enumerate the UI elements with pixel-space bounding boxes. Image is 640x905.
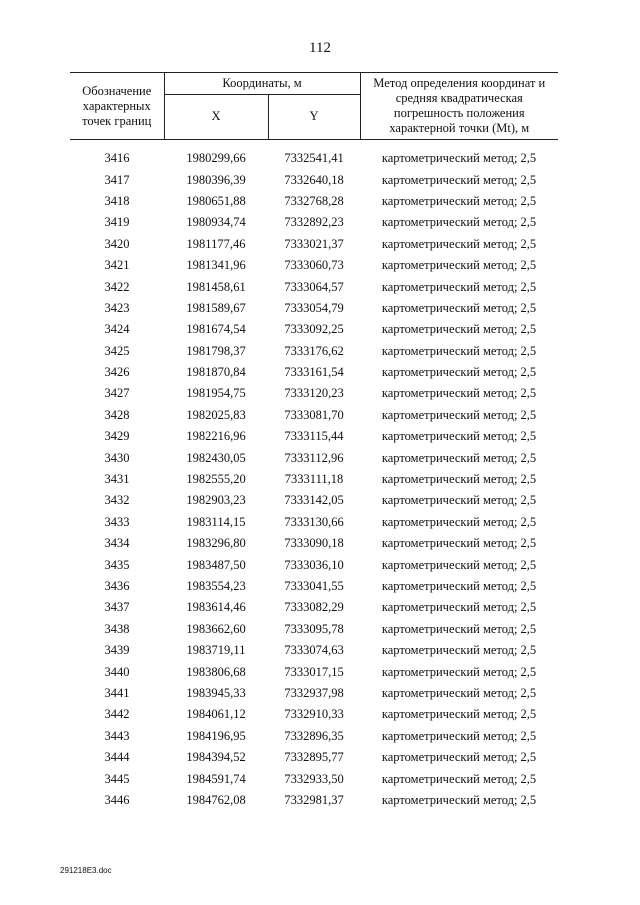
y-coord-cell: 7332895,77 — [284, 750, 344, 765]
table-row — [70, 747, 558, 768]
y-coord-cell: 7333082,29 — [284, 600, 344, 615]
point-id-cell: 3441 — [104, 685, 130, 700]
y-coord-cell: 7333074,63 — [284, 643, 344, 658]
point-id-cell: 3423 — [104, 300, 130, 315]
point-id-cell: 3442 — [104, 707, 130, 722]
method-cell: картометрический метод; 2,5 — [381, 771, 537, 786]
x-coord-cell: 1983719,11 — [186, 643, 246, 658]
y-coord-cell: 7332892,23 — [284, 215, 344, 230]
method-cell: картометрический метод; 2,5 — [381, 600, 537, 615]
point-id-cell: 3436 — [104, 579, 130, 593]
y-coord-cell: 7332910,33 — [284, 707, 344, 722]
table-row — [70, 512, 558, 533]
point-id-cell: 3428 — [104, 407, 130, 422]
table-row — [70, 255, 558, 276]
page-number: 112 — [309, 40, 331, 56]
header-coords-label: Координаты, м — [164, 73, 360, 95]
method-cell: картометрический метод; 2,5 — [381, 322, 537, 337]
x-coord-cell: 1983945,33 — [186, 685, 246, 700]
table-row — [70, 319, 558, 340]
y-coord-cell: 7333111,18 — [284, 472, 344, 487]
method-cell: картометрический метод; 2,5 — [381, 728, 537, 743]
method-cell: картометрический метод; 2,5 — [381, 536, 537, 551]
table-row — [70, 768, 558, 789]
y-coord-cell: 7332896,35 — [284, 728, 344, 743]
coordinates-table — [70, 72, 558, 811]
point-id-cell: 3435 — [104, 557, 130, 572]
method-cell: картометрический метод; 2,5 — [381, 621, 537, 636]
x-coord-cell: 1980651,88 — [186, 193, 246, 208]
x-coord-cell: 1981870,84 — [186, 365, 246, 380]
point-id-cell: 3431 — [104, 472, 130, 487]
method-cell: картометрический метод; 2,5 — [381, 258, 537, 273]
y-coord-cell: 7333041,55 — [284, 579, 344, 593]
table-row — [70, 640, 558, 661]
table-row — [70, 212, 558, 233]
point-id-cell: 3416 — [104, 151, 130, 166]
method-cell: картометрический метод; 2,5 — [381, 664, 537, 679]
header-point-label: Обозначение характерных точек границ — [70, 73, 164, 140]
table-row — [70, 426, 558, 447]
x-coord-cell: 1983114,15 — [186, 514, 246, 529]
point-id-cell: 3426 — [104, 365, 130, 380]
method-cell: картометрический метод; 2,5 — [381, 193, 537, 208]
y-coord-cell: 7332937,98 — [284, 685, 344, 700]
y-coord-cell: 7333120,23 — [284, 386, 344, 401]
table-row — [70, 726, 558, 747]
table-row — [70, 619, 558, 640]
x-coord-cell: 1980396,39 — [186, 172, 246, 187]
y-coord-cell: 7333161,54 — [284, 365, 344, 380]
table-row — [70, 362, 558, 383]
point-id-cell: 3438 — [104, 621, 130, 636]
y-coord-cell: 7333036,10 — [284, 557, 344, 572]
x-coord-cell: 1982555,20 — [186, 472, 246, 487]
table-row — [70, 276, 558, 297]
method-cell: картометрический метод; 2,5 — [381, 750, 537, 765]
x-coord-cell: 1981458,61 — [186, 279, 246, 294]
point-id-cell: 3443 — [104, 728, 130, 743]
point-id-cell: 3446 — [104, 792, 130, 807]
point-id-cell: 3433 — [104, 514, 130, 529]
x-coord-cell: 1983614,46 — [186, 600, 246, 615]
table-row — [70, 704, 558, 725]
table-row — [70, 554, 558, 575]
x-coord-cell: 1984061,12 — [186, 707, 246, 722]
table-body — [70, 140, 558, 812]
y-coord-cell: 7332640,18 — [284, 172, 344, 187]
table-row — [70, 405, 558, 426]
method-cell: картометрический метод; 2,5 — [381, 643, 537, 658]
point-id-cell: 3434 — [104, 536, 130, 551]
method-cell: картометрический метод; 2,5 — [381, 365, 537, 380]
table-row — [70, 790, 558, 811]
table-row — [70, 576, 558, 597]
method-cell: картометрический метод; 2,5 — [381, 557, 537, 572]
table-row — [70, 169, 558, 190]
point-id-cell: 3418 — [104, 193, 130, 208]
y-coord-cell: 7333090,18 — [284, 536, 344, 551]
table-spacer — [70, 140, 558, 149]
point-id-cell: 3417 — [104, 172, 130, 187]
point-id-cell: 3437 — [104, 600, 130, 615]
point-id-cell: 3432 — [104, 493, 130, 508]
method-cell: картометрический метод; 2,5 — [381, 450, 537, 465]
table-row — [70, 191, 558, 212]
method-cell: картометрический метод; 2,5 — [381, 215, 537, 230]
table-row — [70, 234, 558, 255]
x-coord-cell: 1981589,67 — [186, 300, 246, 315]
method-cell: картометрический метод; 2,5 — [381, 386, 537, 401]
table-row — [70, 469, 558, 490]
method-cell: картометрический метод; 2,5 — [381, 236, 537, 251]
table-header — [70, 73, 558, 140]
table-row — [70, 383, 558, 404]
x-coord-cell: 1983662,60 — [186, 621, 246, 636]
x-coord-cell: 1983487,50 — [186, 557, 246, 572]
y-coord-cell: 7333054,79 — [284, 300, 344, 315]
y-coord-cell: 7333021,37 — [284, 236, 344, 251]
x-coord-cell: 1981798,37 — [186, 343, 246, 358]
x-coord-cell: 1980934,74 — [186, 215, 246, 230]
y-coord-cell: 7332768,28 — [284, 193, 344, 208]
header-x-label: X — [164, 94, 268, 139]
y-coord-cell: 7333130,66 — [284, 514, 344, 529]
method-cell: картометрический метод; 2,5 — [381, 300, 537, 315]
point-id-cell: 3440 — [104, 664, 130, 679]
table-row — [70, 341, 558, 362]
x-coord-cell: 1982430,05 — [186, 450, 246, 465]
point-id-cell: 3445 — [104, 771, 130, 786]
point-id-cell: 3425 — [104, 343, 130, 358]
point-id-cell: 3422 — [104, 279, 130, 294]
table-row — [70, 490, 558, 511]
x-coord-cell: 1983554,23 — [186, 579, 246, 593]
point-id-cell: 3420 — [104, 236, 130, 251]
x-coord-cell: 1980299,66 — [186, 151, 246, 166]
method-cell: картометрический метод; 2,5 — [381, 429, 537, 444]
method-cell: картометрический метод; 2,5 — [381, 172, 537, 187]
point-id-cell: 3429 — [104, 429, 130, 444]
table-row — [70, 661, 558, 682]
x-coord-cell: 1982025,83 — [186, 407, 246, 422]
method-cell: картометрический метод; 2,5 — [381, 279, 537, 294]
x-coord-cell: 1982903,23 — [186, 493, 246, 508]
y-coord-cell: 7333064,57 — [284, 279, 344, 294]
x-coord-cell: 1981341,96 — [186, 258, 246, 273]
y-coord-cell: 7332541,41 — [284, 151, 344, 166]
header-y-label: Y — [268, 94, 360, 139]
point-id-cell: 3419 — [104, 215, 130, 230]
y-coord-cell: 7333092,25 — [284, 322, 344, 337]
point-id-cell: 3430 — [104, 450, 130, 465]
method-cell: картометрический метод; 2,5 — [381, 407, 537, 422]
method-cell: картометрический метод; 2,5 — [381, 685, 537, 700]
point-id-cell: 3444 — [104, 750, 130, 765]
x-coord-cell: 1984762,08 — [186, 792, 246, 807]
point-id-cell: 3424 — [104, 322, 130, 337]
y-coord-cell: 7333060,73 — [284, 258, 344, 273]
y-coord-cell: 7333176,62 — [284, 343, 344, 358]
y-coord-cell: 7332981,37 — [284, 792, 344, 807]
method-cell: картометрический метод; 2,5 — [381, 792, 537, 807]
table-row — [70, 298, 558, 319]
table-row — [70, 148, 558, 169]
method-cell: картометрический метод; 2,5 — [381, 514, 537, 529]
method-cell: картометрический метод; 2,5 — [381, 707, 537, 722]
table-row — [70, 533, 558, 554]
footer-doc-code: 291218E3.doc — [60, 866, 112, 875]
x-coord-cell: 1984591,74 — [186, 771, 246, 786]
y-coord-cell: 7333017,15 — [284, 664, 344, 679]
method-cell: картометрический метод; 2,5 — [381, 472, 537, 487]
method-cell: картометрический метод; 2,5 — [381, 151, 537, 166]
y-coord-cell: 7333081,70 — [284, 407, 344, 422]
point-id-cell: 3427 — [104, 386, 130, 401]
x-coord-cell: 1981177,46 — [186, 236, 246, 251]
x-coord-cell: 1984394,52 — [186, 750, 246, 765]
y-coord-cell: 7333112,96 — [284, 450, 344, 465]
x-coord-cell: 1983296,80 — [186, 536, 246, 551]
y-coord-cell: 7333142,05 — [284, 493, 344, 508]
table-row — [70, 683, 558, 704]
x-coord-cell: 1984196,95 — [186, 728, 246, 743]
x-coord-cell: 1981954,75 — [186, 386, 246, 401]
method-cell: картометрический метод; 2,5 — [381, 343, 537, 358]
y-coord-cell: 7332933,50 — [284, 771, 344, 786]
y-coord-cell: 7333115,44 — [284, 429, 344, 444]
y-coord-cell: 7333095,78 — [284, 621, 344, 636]
x-coord-cell: 1981674,54 — [186, 322, 246, 337]
method-cell: картометрический метод; 2,5 — [381, 493, 537, 508]
header-method-label: Метод определения координат и средняя квадратическая погрешность положения характерной точки (Mt), м — [360, 73, 558, 140]
table-row — [70, 597, 558, 618]
x-coord-cell: 1983806,68 — [186, 664, 246, 679]
table-row — [70, 447, 558, 468]
x-coord-cell: 1982216,96 — [186, 429, 246, 444]
point-id-cell: 3439 — [104, 643, 130, 658]
method-cell: картометрический метод; 2,5 — [381, 579, 537, 593]
point-id-cell: 3421 — [104, 258, 130, 273]
